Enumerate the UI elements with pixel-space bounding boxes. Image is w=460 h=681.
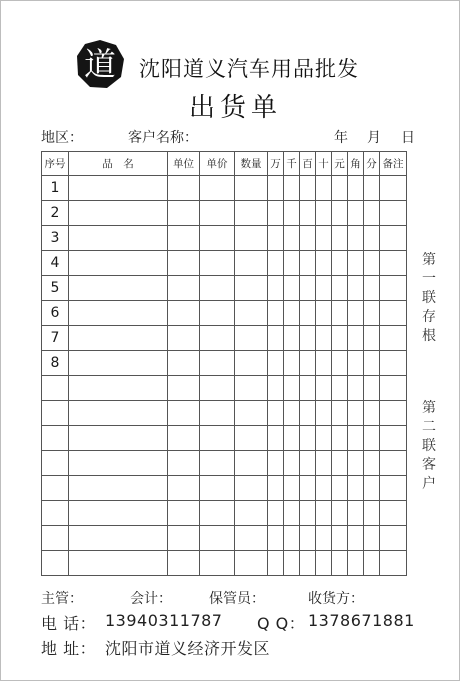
accountant-label: 会计：	[130, 591, 172, 607]
row-number-cell: 4	[42, 251, 69, 276]
table-cell	[332, 301, 348, 326]
table-cell	[300, 476, 316, 501]
table-cell	[284, 476, 300, 501]
table-cell	[348, 276, 364, 301]
table-cell	[200, 326, 235, 351]
row-number-cell	[42, 451, 69, 476]
table-cell	[168, 201, 200, 226]
table-cell	[284, 426, 300, 451]
goods-table	[41, 151, 407, 576]
row-number-cell	[42, 476, 69, 501]
table-cell	[200, 201, 235, 226]
address-label: 地 址：	[41, 639, 97, 658]
table-cell	[316, 426, 332, 451]
row-number-cell	[42, 551, 69, 576]
table-cell	[316, 551, 332, 576]
table-cell	[316, 451, 332, 476]
table-cell	[316, 376, 332, 401]
table-cell	[380, 276, 407, 301]
table-cell	[284, 351, 300, 376]
table-cell	[200, 176, 235, 201]
table-cell	[284, 501, 300, 526]
table-cell	[380, 526, 407, 551]
table-row	[42, 201, 407, 226]
table-cell	[69, 201, 168, 226]
table-cell	[300, 501, 316, 526]
region-label: 地区：	[41, 130, 83, 146]
table-cell	[316, 401, 332, 426]
table-cell	[168, 401, 200, 426]
table-cell	[348, 301, 364, 326]
table-cell	[332, 501, 348, 526]
column-header: 单位	[168, 152, 200, 176]
table-cell	[284, 326, 300, 351]
table-cell	[364, 326, 380, 351]
table-cell	[69, 276, 168, 301]
table-cell	[364, 201, 380, 226]
table-cell	[69, 426, 168, 451]
table-cell	[69, 326, 168, 351]
document-title: 出货单	[189, 93, 283, 123]
table-cell	[316, 276, 332, 301]
table-cell	[168, 351, 200, 376]
table-cell	[316, 201, 332, 226]
table-row	[42, 501, 407, 526]
table-cell	[316, 526, 332, 551]
table-cell	[300, 426, 316, 451]
table-cell	[300, 251, 316, 276]
table-cell	[316, 476, 332, 501]
table-cell	[364, 301, 380, 326]
table-cell	[348, 401, 364, 426]
table-cell	[168, 226, 200, 251]
table-row	[42, 301, 407, 326]
table-cell	[332, 351, 348, 376]
table-cell	[235, 526, 268, 551]
table-cell	[364, 551, 380, 576]
side-note-first-copy: 第一联存根	[422, 252, 436, 344]
table-cell	[268, 526, 284, 551]
table-cell	[380, 476, 407, 501]
table-row	[42, 251, 407, 276]
table-cell	[332, 326, 348, 351]
table-cell	[200, 226, 235, 251]
logo-seal-icon	[75, 39, 125, 89]
table-cell	[200, 501, 235, 526]
table-cell	[316, 301, 332, 326]
row-number-cell	[42, 501, 69, 526]
table-cell	[69, 526, 168, 551]
table-cell	[316, 176, 332, 201]
column-header: 序号	[42, 152, 69, 176]
table-cell	[316, 251, 332, 276]
table-cell	[348, 476, 364, 501]
column-header: 单价	[200, 152, 235, 176]
table-cell	[380, 176, 407, 201]
table-cell	[168, 426, 200, 451]
column-header: 品 名	[69, 152, 168, 176]
row-number-cell	[42, 376, 69, 401]
table-cell	[235, 501, 268, 526]
table-cell	[380, 401, 407, 426]
table-cell	[168, 176, 200, 201]
table-cell	[200, 401, 235, 426]
phone-label: 电 话：	[41, 614, 97, 633]
table-cell	[235, 176, 268, 201]
table-cell	[200, 451, 235, 476]
receiver-label: 收货方：	[308, 591, 364, 607]
table-cell	[268, 476, 284, 501]
table-cell	[168, 251, 200, 276]
table-cell	[348, 201, 364, 226]
table-cell	[348, 226, 364, 251]
table-cell	[235, 301, 268, 326]
table-cell	[380, 351, 407, 376]
table-cell	[380, 426, 407, 451]
table-cell	[268, 276, 284, 301]
table-cell	[348, 551, 364, 576]
column-header: 千	[284, 152, 300, 176]
table-cell	[235, 276, 268, 301]
table-cell	[235, 351, 268, 376]
table-row	[42, 226, 407, 251]
table-cell	[316, 501, 332, 526]
table-cell	[332, 401, 348, 426]
table-cell	[380, 451, 407, 476]
table-cell	[69, 476, 168, 501]
table-cell	[200, 276, 235, 301]
year-label: 年	[334, 130, 348, 146]
table-cell	[235, 226, 268, 251]
table-cell	[332, 176, 348, 201]
qq-label: Q Q：	[257, 614, 306, 633]
row-number-cell: 7	[42, 326, 69, 351]
table-cell	[284, 376, 300, 401]
table-cell	[348, 526, 364, 551]
table-cell	[168, 276, 200, 301]
row-number-cell: 1	[42, 176, 69, 201]
table-row	[42, 276, 407, 301]
table-cell	[235, 376, 268, 401]
row-number-cell	[42, 526, 69, 551]
table-cell	[268, 551, 284, 576]
table-cell	[332, 201, 348, 226]
table-cell	[268, 226, 284, 251]
table-cell	[316, 351, 332, 376]
table-cell	[284, 526, 300, 551]
column-header: 万	[268, 152, 284, 176]
table-cell	[364, 376, 380, 401]
table-row	[42, 451, 407, 476]
table-cell	[364, 476, 380, 501]
table-cell	[300, 201, 316, 226]
table-cell	[300, 526, 316, 551]
table-row	[42, 426, 407, 451]
table-cell	[268, 301, 284, 326]
table-row	[42, 351, 407, 376]
table-row	[42, 476, 407, 501]
table-cell	[69, 451, 168, 476]
table-cell	[168, 526, 200, 551]
table-cell	[284, 276, 300, 301]
table-cell	[168, 451, 200, 476]
table-cell	[364, 226, 380, 251]
table-cell	[332, 426, 348, 451]
table-cell	[364, 276, 380, 301]
table-cell	[364, 526, 380, 551]
table-cell	[200, 551, 235, 576]
table-cell	[268, 426, 284, 451]
table-cell	[284, 176, 300, 201]
phone-number: 13940311787	[105, 611, 223, 630]
table-cell	[300, 451, 316, 476]
table-cell	[168, 476, 200, 501]
table-cell	[300, 551, 316, 576]
table-cell	[332, 551, 348, 576]
table-cell	[348, 351, 364, 376]
table-cell	[348, 251, 364, 276]
table-cell	[332, 251, 348, 276]
table-cell	[332, 476, 348, 501]
table-cell	[268, 401, 284, 426]
table-cell	[200, 526, 235, 551]
table-cell	[332, 451, 348, 476]
day-label: 日	[401, 130, 415, 146]
keeper-label: 保管员：	[209, 591, 265, 607]
column-header: 分	[364, 152, 380, 176]
table-cell	[300, 276, 316, 301]
table-cell	[268, 376, 284, 401]
column-header: 元	[332, 152, 348, 176]
row-number-cell: 5	[42, 276, 69, 301]
table-cell	[316, 226, 332, 251]
table-cell	[268, 451, 284, 476]
table-cell	[69, 251, 168, 276]
table-cell	[235, 201, 268, 226]
table-cell	[69, 351, 168, 376]
table-cell	[69, 301, 168, 326]
table-row	[42, 376, 407, 401]
table-cell	[300, 326, 316, 351]
row-number-cell: 2	[42, 201, 69, 226]
table-cell	[300, 351, 316, 376]
table-cell	[348, 501, 364, 526]
company-name: 沈阳道义汽车用品批发	[139, 57, 359, 81]
table-cell	[69, 551, 168, 576]
table-cell	[380, 251, 407, 276]
table-cell	[168, 501, 200, 526]
table-cell	[69, 226, 168, 251]
table-cell	[316, 326, 332, 351]
table-cell	[300, 226, 316, 251]
table-cell	[284, 301, 300, 326]
month-label: 月	[367, 130, 381, 146]
table-row	[42, 326, 407, 351]
table-cell	[69, 501, 168, 526]
table-cell	[380, 501, 407, 526]
table-cell	[284, 551, 300, 576]
address-value: 沈阳市道义经济开发区	[105, 639, 271, 658]
table-cell	[364, 451, 380, 476]
table-cell	[332, 376, 348, 401]
table-cell	[235, 401, 268, 426]
column-header: 备注	[380, 152, 407, 176]
table-cell	[364, 351, 380, 376]
table-cell	[268, 251, 284, 276]
table-cell	[284, 226, 300, 251]
table-cell	[364, 401, 380, 426]
table-cell	[380, 201, 407, 226]
table-cell	[200, 376, 235, 401]
table-cell	[300, 301, 316, 326]
table-cell	[380, 301, 407, 326]
table-cell	[380, 551, 407, 576]
table-row	[42, 551, 407, 576]
table-cell	[69, 176, 168, 201]
table-cell	[332, 526, 348, 551]
table-cell	[332, 276, 348, 301]
table-cell	[268, 201, 284, 226]
column-header: 十	[316, 152, 332, 176]
table-row	[42, 176, 407, 201]
table-cell	[235, 326, 268, 351]
table-cell	[300, 376, 316, 401]
table-cell	[268, 176, 284, 201]
supervisor-label: 主管：	[41, 591, 83, 607]
table-cell	[200, 301, 235, 326]
table-cell	[300, 176, 316, 201]
table-cell	[284, 201, 300, 226]
table-cell	[235, 451, 268, 476]
column-header: 数量	[235, 152, 268, 176]
row-number-cell	[42, 401, 69, 426]
table-cell	[235, 251, 268, 276]
column-header: 角	[348, 152, 364, 176]
table-header-row	[42, 152, 407, 176]
table-cell	[348, 426, 364, 451]
table-cell	[168, 551, 200, 576]
table-cell	[348, 451, 364, 476]
table-cell	[284, 401, 300, 426]
table-cell	[364, 501, 380, 526]
table-cell	[300, 401, 316, 426]
customer-name-label: 客户名称：	[128, 130, 198, 146]
table-cell	[364, 176, 380, 201]
table-cell	[364, 251, 380, 276]
table-cell	[380, 326, 407, 351]
table-cell	[348, 326, 364, 351]
side-note-second-copy: 第二联客户	[422, 400, 436, 492]
table-cell	[69, 401, 168, 426]
table-cell	[235, 551, 268, 576]
column-header: 百	[300, 152, 316, 176]
table-cell	[200, 251, 235, 276]
table-cell	[168, 326, 200, 351]
row-number-cell: 3	[42, 226, 69, 251]
table-cell	[332, 226, 348, 251]
table-cell	[268, 351, 284, 376]
table-cell	[380, 376, 407, 401]
table-cell	[235, 476, 268, 501]
qq-number: 1378671881	[308, 611, 415, 630]
table-cell	[168, 301, 200, 326]
table-cell	[235, 426, 268, 451]
table-cell	[69, 376, 168, 401]
table-cell	[200, 351, 235, 376]
table-row	[42, 401, 407, 426]
table-cell	[364, 426, 380, 451]
table-cell	[168, 376, 200, 401]
row-number-cell: 6	[42, 301, 69, 326]
table-cell	[380, 226, 407, 251]
table-row	[42, 526, 407, 551]
table-cell	[284, 251, 300, 276]
table-cell	[200, 476, 235, 501]
row-number-cell	[42, 426, 69, 451]
table-cell	[284, 451, 300, 476]
table-cell	[348, 176, 364, 201]
table-cell	[268, 326, 284, 351]
row-number-cell: 8	[42, 351, 69, 376]
table-cell	[348, 376, 364, 401]
table-cell	[268, 501, 284, 526]
logo-char: 道	[83, 45, 117, 83]
table-body	[42, 176, 407, 576]
table-cell	[200, 426, 235, 451]
